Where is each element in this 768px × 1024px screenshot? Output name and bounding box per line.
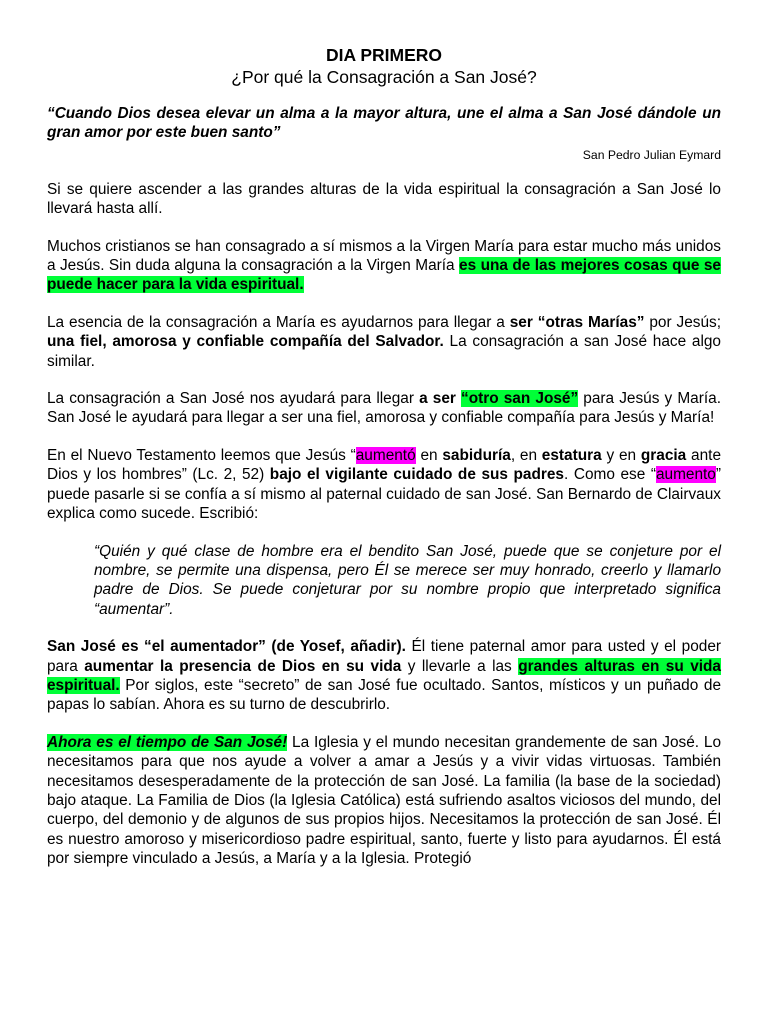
paragraph-text: en	[415, 446, 443, 464]
highlight-green: grandes alturas en su vida espiritual.	[47, 657, 721, 694]
paragraph-text: La consagración a san José hace algo similar.	[47, 333, 721, 370]
paragraph-2	[47, 237, 721, 295]
bold-text: sabiduría	[442, 446, 511, 464]
epigraph-quote: “Cuando Dios desea elevar un alma a la mayor altura, une el alma a San José dándole un gran amor por este buen santo”	[47, 105, 721, 142]
bold-text: estatura	[541, 446, 602, 464]
paragraph-5	[47, 446, 721, 524]
paragraph-text: En el Nuevo Testamento leemos que Jesús “	[47, 446, 356, 464]
page-subtitle: ¿Por qué la Consagración a San José?	[231, 67, 537, 87]
paragraph-text: Si se quiere ascender a las grandes alturas de la vida espiritual la consagración a San José lo llevará hasta allí.	[47, 180, 721, 218]
paragraph-3	[47, 313, 721, 371]
bold-text: aumentar la presencia de Dios en su vida	[84, 657, 402, 675]
paragraph-text: para Jesús y María. San José le ayudará para llegar a ser una fiel, amorosa y confiable compañía para Jesús y María!	[47, 390, 721, 427]
paragraph-text: La Iglesia y el mundo necesitan grandemente de san José. Lo necesitamos para que nos ayude a volver a amar a Jesús y a vivir vidas virtuosas. También necesitamos desesperadamente de la protección de san José. La familia (la base de la sociedad) bajo ataque. La Familia de Dios (la Iglesia Católica) está sufriendo asaltos viciosos del mundo, del cuerpo, del demonio y de algunos de sus propios hijos. Necesitamos la protección de san José. Él es nuestro amoroso y misericordioso padre espiritual, santo, fuerte y listo para ayudarnos. Él está por siempre vinculado a Jesús, a María y a la Iglesia. Protegió	[47, 733, 722, 868]
highlight-magenta: aumentó	[355, 446, 416, 464]
paragraph-text: y en	[601, 446, 641, 464]
bold-text: una fiel, amorosa y confiable compañía del Salvador.	[47, 333, 444, 351]
paragraph-text: ante Dios y los hombres” (Lc. 2, 52)	[47, 446, 721, 484]
italic-text: Ahora es el tiempo de San José!	[47, 733, 288, 751]
bold-text: bajo el vigilante cuidado de sus padres	[269, 466, 564, 484]
paragraph-text: ” puede pasarle si se confía a sí mismo al paternal cuidado de san José. San Bernardo de Clairvaux explica como sucede. Escribió:	[47, 466, 721, 523]
paragraph-text: y llevarle a las	[401, 657, 519, 675]
paragraph-6	[47, 637, 721, 715]
highlight-green: “otro san José”	[461, 390, 579, 408]
paragraph-1	[47, 180, 721, 219]
bold-text: gracia	[640, 446, 687, 464]
highlight-magenta: aumento	[655, 466, 716, 484]
paragraph-text: Por siglos, este “secreto” de san José fue ocultado. Santos, místicos y un puñado de papas lo sabían. Ahora es su turno de descubrirlo.	[47, 676, 721, 714]
bold-text: San José es “el aumentador” (de Yosef, añadir).	[47, 638, 406, 656]
highlight-green	[47, 734, 287, 751]
paragraph-text: . Como ese “	[564, 466, 656, 484]
paragraph-7	[47, 733, 721, 869]
paragraph-text: por Jesús;	[644, 313, 721, 331]
epigraph-author: San Pedro Julian Eymard	[582, 147, 721, 162]
paragraph-text: Él tiene paternal amor para usted y el poder para	[47, 638, 722, 675]
bold-text: a ser	[419, 390, 462, 408]
paragraph-text: Muchos cristianos se han consagrado a sí mismos a la Virgen María para estar mucho más unidos a Jesús. Sin duda alguna la consagración a la Virgen María	[47, 237, 721, 275]
bold-text: ser “otras Marías”	[509, 313, 645, 331]
document-page	[47, 44, 721, 869]
highlight-green: es una de las mejores cosas que se puede hacer para la vida espiritual.	[47, 257, 721, 294]
paragraph-text: , en	[510, 446, 542, 464]
page-title: DIA PRIMERO	[325, 45, 443, 65]
paragraph-text: La consagración a San José nos ayudará para llegar	[47, 390, 420, 408]
block-quote: “Quién y qué clase de hombre era el bendito San José, puede que se conjeture por el nombre, se permite una dispensa, pero Él se merece ser muy honrado, creerlo y llamarlo padre de Dios. Se puede conjeturar por su nombre propio que interpretado significa “aumentar”.	[94, 542, 721, 618]
paragraph-text: La esencia de la consagración a María es ayudarnos para llegar a	[47, 313, 510, 331]
paragraph-4	[47, 389, 721, 428]
